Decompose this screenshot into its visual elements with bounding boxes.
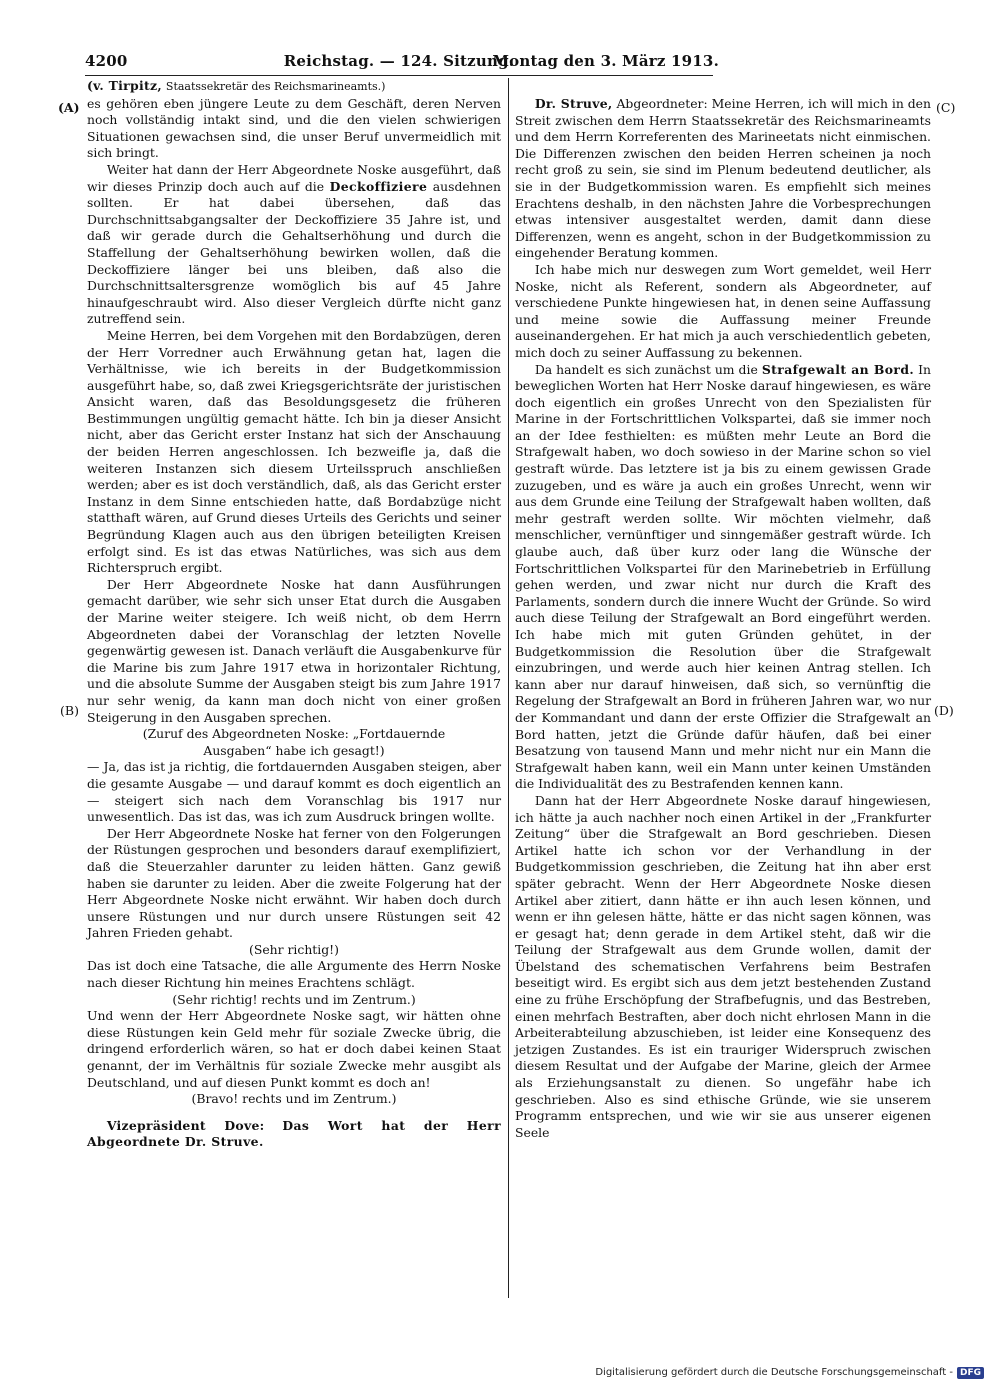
speaker-role: Abgeordneter: [616, 96, 708, 111]
column-divider [508, 78, 509, 1298]
interjection: (Zuruf des Abgeordneten Noske: „Fortdauernde Ausgaben“ habe ich gesagt!) [142, 726, 446, 758]
dfg-logo: DFG [957, 1367, 984, 1379]
interjection: (Sehr richtig! rechts und im Zentrum.) [172, 991, 416, 1007]
paragraph [515, 96, 931, 262]
text-run: ausdehnen sollten. Er hat dabei übersehen, daß das Durchschnittsabgangsalter der Deckoffiziere 35 Jahre ist, und daß wir gerade durch die Gehaltserhöhung und durch die Staffellung der Gehaltserhöhung bewirken wollen, daß die Deckoffiziere länger bei uns bleiben, daß also die Durchschnittsaltersgrenze womöglich bis auf 45 Jahre hinaufgeschraubt wird. Also dieser Vergleich dürfte nicht ganz zutreffend sein. [87, 178, 501, 327]
margin-marker-a: (A) [58, 100, 80, 115]
paragraph [87, 1118, 501, 1151]
speaker-role: Staatssekretär des Reichsmarineamts.) [165, 80, 386, 93]
paragraph: es gehören eben jüngere Leute zu dem Geschäft, deren Nerven noch vollständig intakt sind, und die den vielen schwierigen Situationen gewachsen sind, die unser Beruf unvermeidlich mit sich bringt. [87, 95, 501, 161]
session-date: Montag den 3. März 1913. [492, 52, 719, 70]
paragraph: Meine Herren, bei dem Vorgehen mit den Bordabzügen, deren der Herr Vorredner auch Erwähnung getan hat, lagen die Verhältnisse, wie ich bereits in der Budgetkommission ausgeführt habe, so, daß zwei Kriegsgerichtsräte der juristischen Ansicht waren, daß das Besoldungsgesetz die früheren Bestimmungen ungültig gemacht hätte. Ich bin ja dieser Ansicht nicht, aber das Gericht erster Instanz hat sich der Anschauung der beiden Herren angeschlossen. Ich bezweifle ja, daß die weiteren Instanzen sich diesem Urteilsspruch anschließen werden; aber es ist doch verständlich, daß, als das Gericht erster Instanz in dem Sinne entschieden hatte, daß Bordabzüge nicht statthaft wären, auf Grund dieses Urteils des Gerichts und seiner Begründung Klagen auch aus den übrigen beteiligten Kreisen erfolgt sind. Es ist das etwas Natürliches, was sich aus dem Richterspruch ergibt. [87, 327, 501, 576]
interjection: (Sehr richtig!) [249, 941, 339, 957]
paragraph: Und wenn der Herr Abgeordnete Noske sagt, wir hätten ohne diese Rüstungen kein Geld mehr für soziale Zwecke übrig, die dringend erforderlich wären, so hat er doch dabei keinen Staat genannt, der im Verhältnis für soziale Zwecke mehr ausgibt als Deutschland, und auf diesen Punkt kommt es doch an! [87, 1008, 501, 1090]
page-header [85, 52, 719, 74]
left-column [87, 78, 501, 1151]
speaker-name: (v. Tirpitz, [87, 78, 162, 93]
interjection: (Bravo! rechts und im Zentrum.) [191, 1091, 397, 1107]
paragraph [87, 162, 501, 328]
paragraph: Ich habe mich nur deswegen zum Wort gemeldet, weil Herr Noske, nicht als Referent, sondern als Abgeordneter, auf verschiedene Punkte hingewiesen hat, in denen seine Auffassung und meine sowie die Auffassung meiner Freunde auseinandergehen. Er hat mich ja auch verschiedentlich gebeten, mich doch zu seiner Auffassung zu bekennen. [515, 261, 931, 360]
paragraph: Der Herr Abgeordnete Noske hat dann Ausführungen gemacht darüber, wie sehr sich unser Etat durch die Ausgaben der Marine weiter steigere. Ich weiß nicht, ob dem Herrn Abgeordneten dabei der Voranschlag der letzten Novelle gegenwärtig gewesen ist. Danach verläuft die Ausgabenkurve für die Marine bis zum Jahre 1917 etwa in horizontaler Richtung, und die absolute Summe der Ausgaben steigt bis zum Jahre 1917 nur sehr wenig, da kann man doch nicht von einer großen Steigerung in den Ausgaben sprechen. [87, 576, 501, 725]
text-run: Weiter hat dann der Herr Abgeordnete Noske ausgeführt, daß wir dieses Prinzip doch auch auf die [87, 161, 501, 194]
text-run: Das Wort hat der Herr Abgeordnete Dr. Struve. [87, 1117, 501, 1150]
text-run: In beweglichen Worten hat Herr Noske darauf hingewiesen, es wäre doch eigentlich ein großes Unrecht von den Spezialisten für Marine in der Fortschrittlichen Volkspartei, daß sie immer noch an der Idee festhielten: es müßten mehr Leute an Bord die Strafgewalt haben, wo doch sowieso in der Marine schon so viel gestraft würde. Das letztere ist ja bis zu einem gewissen Grade zuzugeben, und es wäre ja auch ein großes Unrecht, wenn wir aus dem Grunde eine Teilung der Strafgewalt haben wollten, daß mehr gestraft werden sollte. Wir möchten vielmehr, daß menschlicher, vernünftiger und sinngemäßer gestraft würde. Ich glaube auch, daß über kurz oder lang die Wünsche der Fortschrittlichen Volkspartei für den Marinebetrieb in Erfüllung gehen werden, und zwar nicht nur durch die Kraft des Parlaments, sondern durch die innere Wucht der Gründe. So wird auch diese Teilung der Strafgewalt an Bord eingeführt werden. Ich habe mich mit guten Gründen gehütet, in der Budgetkommission die Resolution über die Strafgewalt einzubringen, und werde auch hier keinen Antrag stellen. Ich kann aber nur darauf hinweisen, daß sich, so vernünftig die Regelung der Strafgewalt an Bord in früheren Jahren war, wo nur der Kommandant und dann der erste Offizier die Strafgewalt an Bord hatten, jetzt die Gründe dafür häufen, daß bei einer Besatzung von tausend Mann und mehr nicht nur ein Mann die Strafgewalt haben kann, weil ein Mann unter keinen Umständen die Individualität des zu Bestrafenden kennen kann. [515, 361, 931, 792]
speaker-name: Vizepräsident Dove: [106, 1117, 265, 1133]
text-run: Meine Herren, ich will mich in den Streit zwischen dem Herrn Staatssekretär des Reichsmarineamts und dem Herrn Korreferenten des Marineetats nicht einmischen. Die Differenzen zwischen den beiden Herren scheinen ja noch recht groß zu sein, sie sind im Plenum bedeutend deutlicher, als sie in der Budgetkommission waren. Es empfiehlt sich meines Erachtens deshalb, in den nächsten Jahre die Vorbesprechungen etwas intensiver ausgestaltet werden, damit dann diese Differenzen, wenn es angeht, schon in der Budgetkommission zu eingehender Beratung kommen. [515, 96, 931, 261]
emphasis: Strafgewalt an Bord. [761, 361, 915, 377]
funding-note: Digitalisierung gefördert durch die Deutsche Forschungsgemeinschaft - [595, 1367, 953, 1378]
paragraph: Dann hat der Herr Abgeordnete Noske darauf hingewiesen, ich hätte ja auch nachher noch einen Artikel in der „Frankfurter Zeitung“ über die Strafgewalt an Bord geschrieben. Diesen Artikel hatte ich schon vor der Verhandlung in der Budgetkommission geschrieben, die Zeitung hat ihn aber erst später gebracht. Wenn der Herr Abgeordnete Noske diesen Artikel aber zitiert, dann hätte er ihn auch lesen können, und wenn er ihn gelesen hätte, hätte er das nicht sagen können, was er gesagt hat; denn gerade in dem Artikel steht, daß wir die Teilung der Strafgewalt aus dem Grunde wollen, damit der Übelstand des schematischen Verfahrens beim Bestrafen beseitigt wird. Es ergibt sich aus dem jetzt bestehenden Zustand eine zu frühe Erschöpfung der Strafbefugnis, und das Bestreben, einen mehrfach Bestraften, aber doch nicht ehrlosen Mann in die Arbeiterabteilung abzuschieben, ist leider eine Konsequenz des jetzigen Zustandes. Es ist ein trauriger Widerspruch zwischen diesem Resultat und der Aufgabe der Marine, gleich der Armee als Erziehungsanstalt zu dienen. So ungefähr habe ich geschrieben. Also es sind ethische Gründe, wie sie unserem Programm entsprechen, und wie wir sie aus unserer eigenen Seele [515, 792, 931, 1140]
emphasis: Deckoffiziere [329, 178, 428, 194]
header-rule [85, 75, 713, 76]
text-run: Da handelt es sich zunächst um die [534, 361, 758, 377]
speaker-name: Dr. Struve, [534, 96, 613, 111]
right-column [515, 96, 931, 1141]
paragraph: — Ja, das ist ja richtig, die fortdauernden Ausgaben steigen, aber die gesamte Ausgabe — und darauf kommt es doch eigentlich an — steigert sich nach dem Voranschlag bis 1917 nur unwesentlich. Das ist das, was ich zum Ausdruck bringen wollte. [87, 759, 501, 825]
margin-marker-b: (B) [60, 703, 79, 718]
page-footer [595, 1367, 984, 1379]
page-number: 4200 [85, 52, 128, 70]
speaker-attribution [87, 78, 501, 96]
running-title: Reichstag. — 124. Sitzung. [283, 52, 515, 70]
paragraph: Der Herr Abgeordnete Noske hat ferner von den Folgerungen der Rüstungen gesprochen und besonders darauf exemplifiziert, daß die Steuerzahler darunter zu leiden hätten. Ganz gewiß haben sie darunter zu leiden. Aber die zweite Folgerung hat der Herr Abgeordnete Noske nicht erwähnt. Wir haben doch durch unsere Rüstungen und nur durch unsere Rüstungen seit 42 Jahren Frieden gehabt. [87, 825, 501, 941]
paragraph [515, 362, 931, 793]
paragraph: Das ist doch eine Tatsache, die alle Argumente des Herrn Noske nach dieser Richtung hin meines Erachtens schlägt. [87, 958, 501, 991]
margin-marker-d: (D) [934, 703, 954, 718]
margin-marker-c: (C) [936, 100, 956, 115]
